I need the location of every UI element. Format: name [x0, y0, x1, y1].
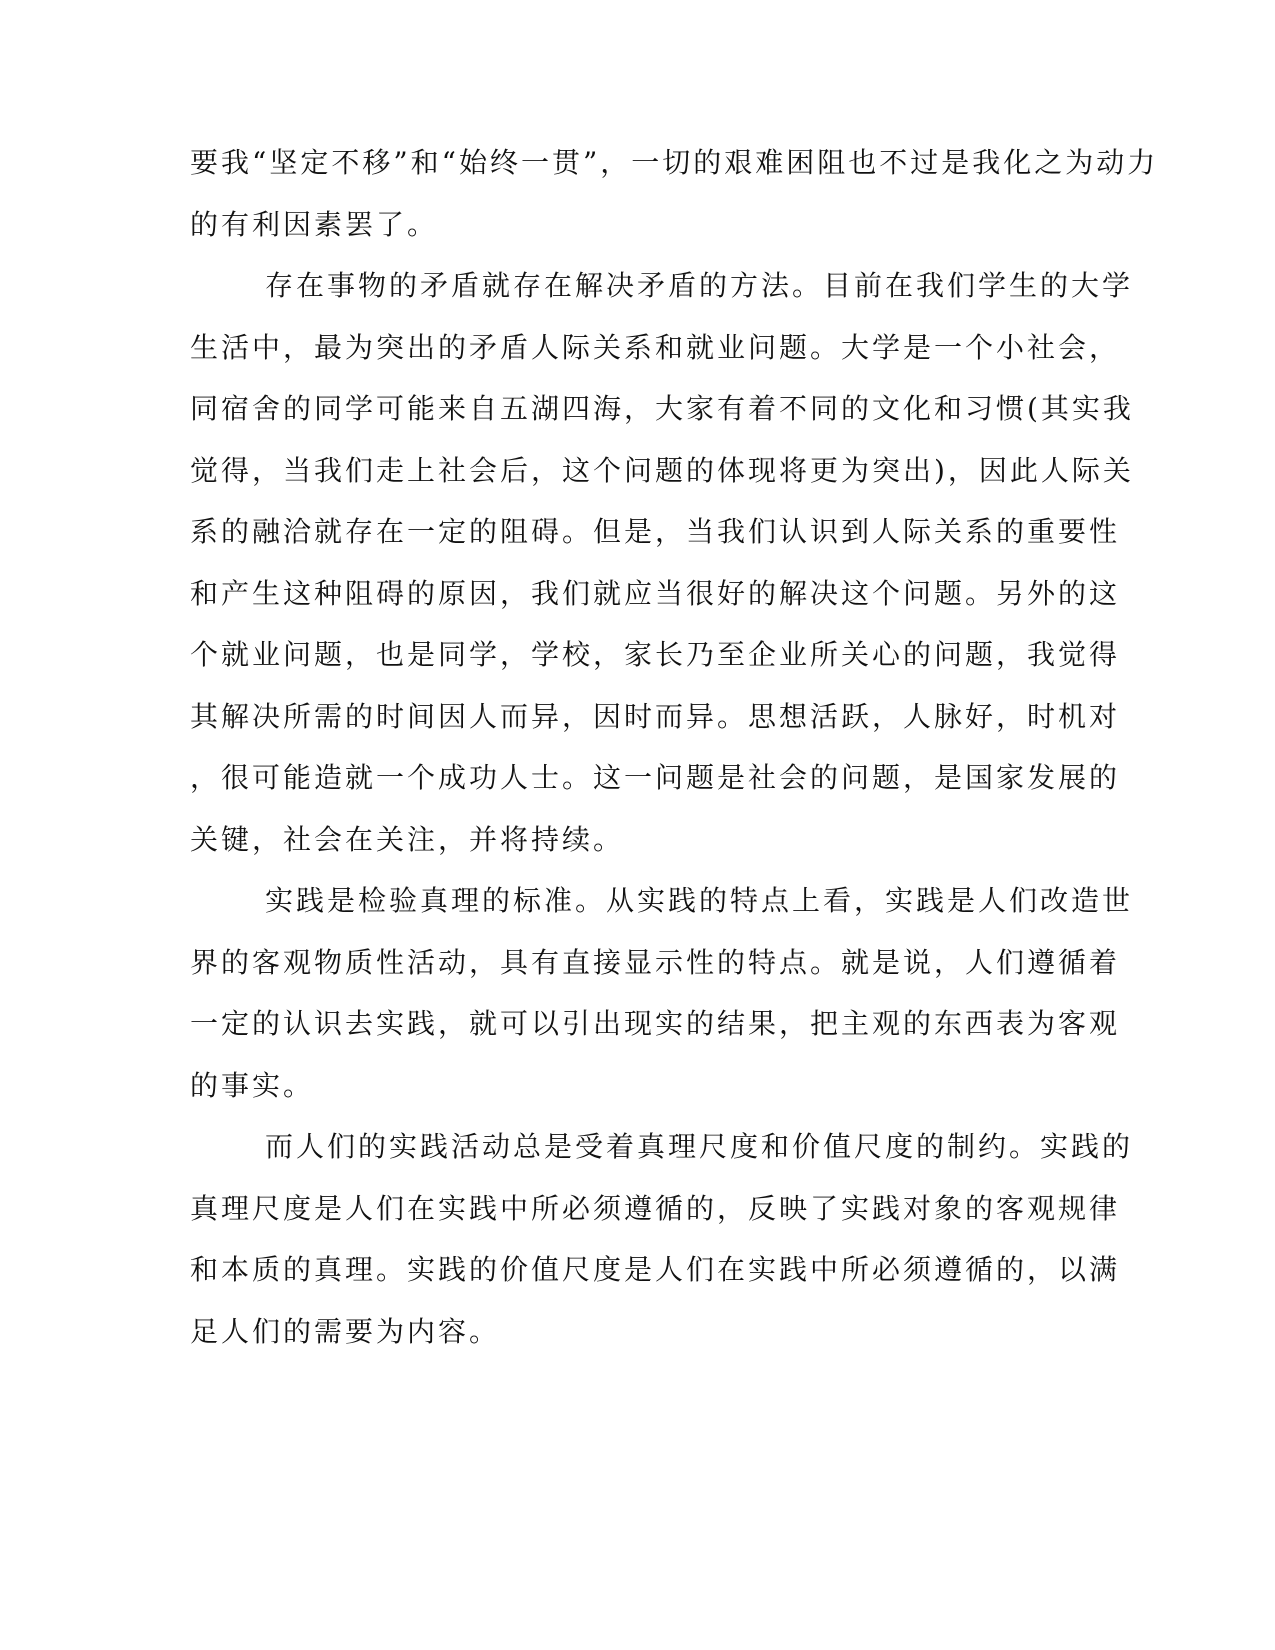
paragraph-line: 系的融洽就存在一定的阻碍。但是，当我们认识到人际关系的重要性: [190, 515, 1121, 548]
paragraph-line: 要我“坚定不移”和“始终一贯”，一切的艰难困阻也不过是我化之为动力: [190, 146, 1159, 179]
paragraph-line: 界的客观物质性活动，具有直接显示性的特点。就是说，人们遵循着: [190, 945, 1121, 979]
paragraph-line: ，很可能造就一个成功人士。这一问题是社会的问题，是国家发展的: [190, 761, 1121, 794]
paragraph-line: 个就业问题，也是同学，学校，家长乃至企业所关心的问题，我觉得: [190, 638, 1121, 671]
body-text: [190, 132, 1159, 1362]
paragraph-line: 和本质的真理。实践的价值尺度是人们在实践中所必须遵循的，以满: [190, 1253, 1121, 1286]
paragraph-line: 生活中，最为突出的矛盾人际关系和就业问题。大学是一个小社会，: [190, 330, 1121, 364]
paragraph-line: 而人们的实践活动总是受着真理尺度和价值尺度的制约。实践的: [265, 1130, 1134, 1163]
paragraph-line: 的事实。: [190, 1068, 315, 1102]
paragraph-line: 足人们的需要为内容。: [190, 1314, 501, 1348]
paragraph-line: 和产生这种阻碍的原因，我们就应当很好的解决这个问题。另外的这: [190, 576, 1121, 610]
paragraph-line: 同宿舍的同学可能来自五湖四海，大家有着不同的文化和习惯(其实我: [190, 392, 1134, 425]
paragraph-line: 真理尺度是人们在实践中所必须遵循的，反映了实践对象的客观规律: [190, 1191, 1121, 1225]
paragraph-line: 觉得，当我们走上社会后，这个问题的体现将更为突出)，因此人际关: [190, 453, 1134, 487]
paragraph-line: 实践是检验真理的标准。从实践的特点上看，实践是人们改造世: [265, 884, 1134, 917]
paragraph-line: 其解决所需的时间因人而异，因时而异。思想活跃，人脉好，时机对: [190, 699, 1121, 733]
paragraph-line: 存在事物的矛盾就存在解决矛盾的方法。目前在我们学生的大学: [265, 269, 1134, 302]
paragraph-line: 关键，社会在关注，并将持续。: [190, 822, 625, 856]
paragraph-line: 的有利因素罢了。: [190, 207, 439, 241]
paragraph-line: 一定的认识去实践，就可以引出现实的结果，把主观的东西表为客观: [190, 1007, 1121, 1040]
